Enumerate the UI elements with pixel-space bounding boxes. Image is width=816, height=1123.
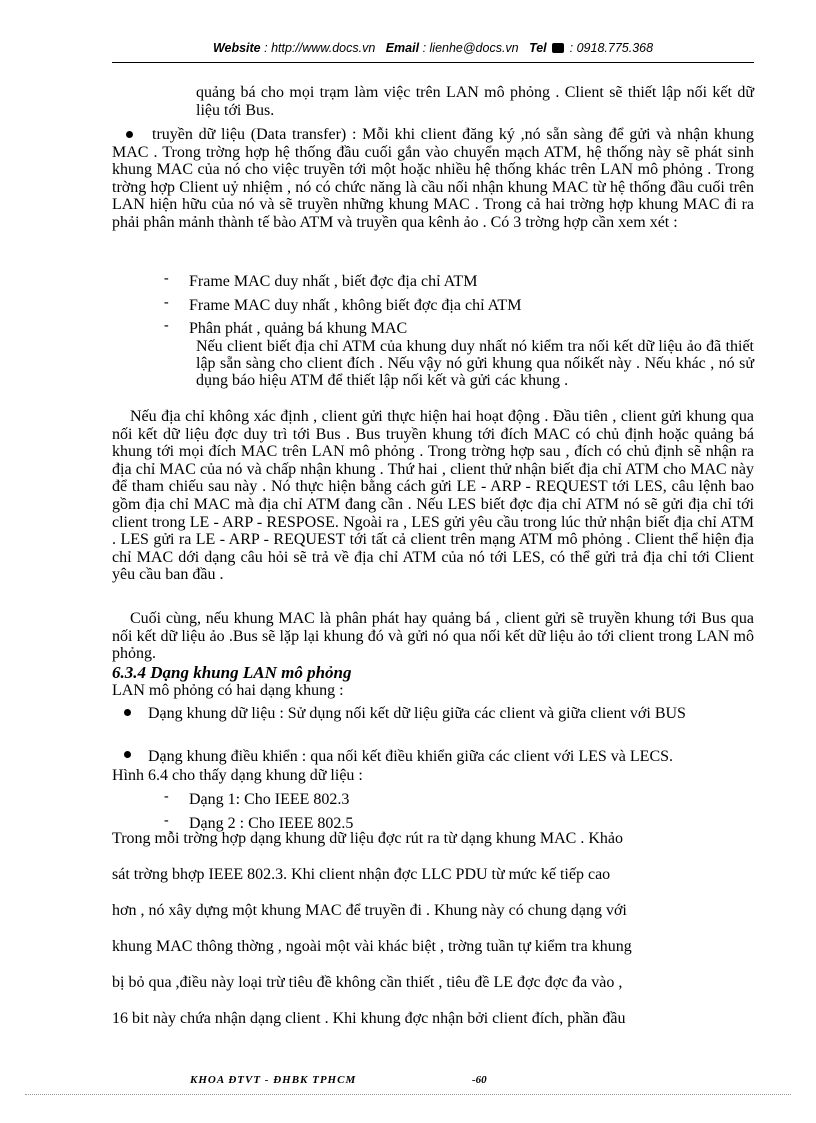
bullet-icon (124, 751, 131, 758)
dash-icon: - (164, 318, 169, 333)
dash-icon: - (164, 789, 169, 804)
tel-value: : 0918.775.368 (569, 41, 654, 55)
dash-broadcast: Phân phát , quảng bá khung MAC (189, 320, 408, 337)
dash-format-2: Dạng 2 : Cho IEEE 802.5 (189, 815, 354, 832)
bullet-data-transfer: truyền dữ liệu (Data transfer) : Mỗi khi client đăng ký ,nó sẵn sàng để gửi và nhận khung MAC . Trong trờng hợp hệ thống đầu cuối gắn vào chuyển mạch ATM, hệ thống này sẽ phát sinh khung MAC của nó cho việc truyền tới một hoặc nhiều hệ thống khác trên LAN mô phỏng . Trong trờng hợp Client uỷ nhiệm , nó có chức năng là cầu nối nhận khung MAC từ hệ thống đầu cuối trên LAN hiện hữu của nó và sẽ truyền những khung MAC . Trong cả hai trờng hợp khung MAC đi ra phải phân mảnh thành tế bào ATM và truyền qua kênh ảo . Có 3 trờng hợp cần xem xét : (112, 126, 754, 231)
footer-divider (25, 1094, 791, 1095)
website-label: Website (212, 41, 261, 55)
dash-icon: - (164, 271, 169, 286)
footer-faculty: KHOA ĐTVT - ĐHBK TPHCM (190, 1074, 357, 1086)
dash-icon: - (164, 295, 169, 310)
dash-format-1: Dạng 1: Cho IEEE 802.3 (189, 791, 350, 808)
section-heading: 6.3.4 Dạng khung LAN mô phỏng (112, 663, 352, 682)
bullet-control-frame: Dạng khung điều khiển : qua nối kết điều khiển giữa các client với LES và LECS. (148, 748, 674, 765)
dash-frame-known: Frame MAC duy nhất , biết đợc địa chỉ ATM (189, 273, 478, 290)
dash-frame-unknown: Frame MAC duy nhất , không biết đợc địa chỉ ATM (189, 297, 522, 314)
body-line: sát trờng bhợp IEEE 802.3. Khi client nhận đợc LLC PDU từ mức kế tiếp cao (112, 866, 611, 883)
tel-label: Tel (529, 41, 547, 55)
body-line: bị bỏ qua ,điều này loại trừ tiêu đề không cần thiết , tiêu đề LE đợc đợc đa vào , (112, 974, 623, 991)
para-intro: quảng bá cho mọi trạm làm việc trên LAN mô phỏng . Client sẽ thiết lập nối kết dữ liệu tới Bus. (196, 84, 754, 119)
page-number: -60 (472, 1074, 487, 1086)
body-line: khung MAC thông thờng , ngoài một vài khác biệt , trờng tuần tự kiểm tra khung (112, 938, 632, 955)
email-label: Email (385, 41, 420, 55)
figure-reference: Hình 6.4 cho thấy dạng khung dữ liệu : (112, 767, 363, 784)
email-value: : lienhe@docs.vn (422, 41, 519, 55)
dash-broadcast-detail: Nếu client biết địa chỉ ATM của khung duy nhất nó kiểm tra nối kết dữ liệu ảo đã thiết lập sẵn sàng cho client đích . Nếu vậy nó gửi khung qua nốikết này . Nếu khác , nó sử dụng báo hiệu ATM để thiết lập nối kết và gửi các khung . (196, 338, 754, 389)
body-line: 16 bit này chứa nhận dạng client . Khi khung đợc nhận bởi client đích, phần đầu (112, 1010, 626, 1027)
para-unknown-address: Nếu địa chỉ không xác định , client gửi thực hiện hai hoạt động . Đầu tiên , client gửi khung qua nối kết dữ liệu đợc duy trì tới Bus . Bus truyền khung tới đích MAC có chủ định hoặc quảng bá khung tới mọi đích MAC trên LAN mô phỏng . Trong trờng hợp sau , đích có chủ định sẽ nhận ra địa chỉ MAC của nó và chấp nhận khung . Thứ hai , client thử nhận biết địa chỉ ATM cho MAC này để tham chiếu sau này . Nó thực hiện bằng cách gửi LE - ARP - REQUEST tới LES, câu lệnh bao gồm địa chỉ MAC mà địa chỉ ATM đang cần . Nếu LES biết đợc địa chỉ ATM nó sẽ gửi địa chỉ tới client trong LE - ARP - RESPOSE. Ngoài ra , LES gửi yêu cầu trong lúc thử nhận biết địa chỉ ATM . LES gửi ra LE - ARP - REQUEST tới tất cả client trên mạng ATM mô phỏng . Client thể hiện địa chỉ MAC dới dạng câu hỏi sẽ trả về địa chỉ ATM của nó tới LES, có thể gửi trả địa chỉ tới Client yêu cầu ban đầu . (112, 408, 754, 584)
para-frame-types: LAN mô phỏng có hai dạng khung : (112, 682, 344, 699)
bullet-icon (124, 709, 131, 716)
website-value: : http://www.docs.vn (264, 41, 376, 55)
dash-icon: - (164, 813, 169, 828)
page-header (112, 34, 754, 63)
para-broadcast: Cuối cùng, nếu khung MAC là phân phát hay quảng bá , client gửi sẽ truyền khung tới Bus qua nối kết dữ liệu ảo .Bus sẽ lặp lại khung đó và gửi nó qua nối kết dữ liệu ảo tới client trong LAN mô phỏng. (112, 610, 754, 662)
body-line: hơn , nó xây dựng một khung MAC để truyền đi . Khung này có chung dạng với (112, 902, 627, 919)
body-line: Trong mỗi trờng hợp dạng khung dữ liệu đợc rút ra từ dạng khung MAC . Khảo (112, 830, 623, 847)
phone-icon (552, 43, 564, 53)
bullet-data-frame: Dạng khung dữ liệu : Sử dụng nối kết dữ liệu giữa các client và giữa client với BUS (148, 705, 686, 722)
